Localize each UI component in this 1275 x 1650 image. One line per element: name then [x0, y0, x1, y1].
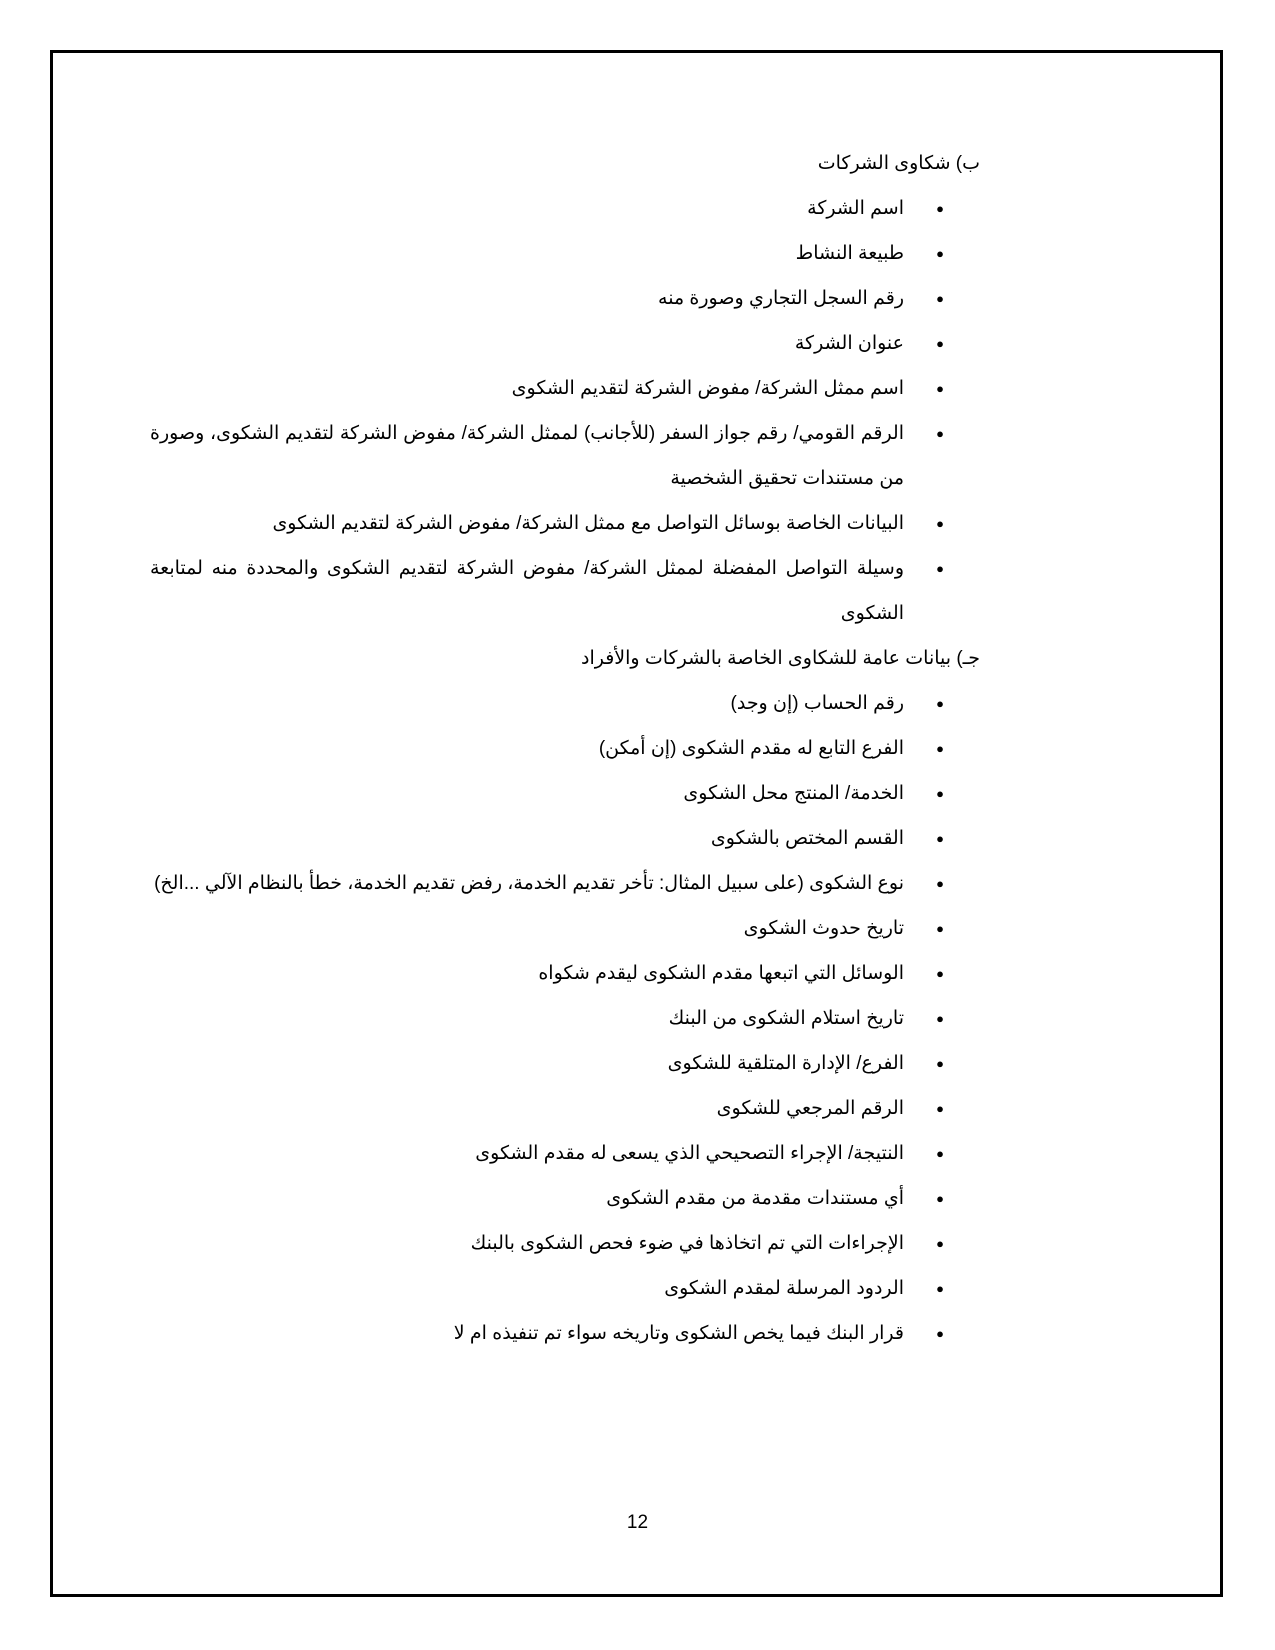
bullet-icon: ●: [936, 1101, 944, 1116]
bullet-icon: ●: [936, 1191, 944, 1206]
list-item-text: الوسائل التي اتبعها مقدم الشكوى ليقدم شكواه: [538, 963, 904, 984]
list-item: [150, 501, 980, 546]
list-item-text: الخدمة/ المنتج محل الشكوى: [683, 783, 904, 804]
list-item-text: الإجراءات التي تم اتخاذها في ضوء فحص الشكوى بالبنك: [470, 1233, 904, 1254]
list-item: [150, 681, 980, 726]
bullet-icon: ●: [936, 336, 944, 351]
bullet-icon: ●: [936, 966, 944, 981]
bullet-icon: ●: [936, 1326, 944, 1341]
bullet-icon: ●: [936, 831, 944, 846]
bullet-icon: ●: [936, 741, 944, 756]
list-item: [150, 1176, 980, 1221]
list-item-text: اسم الشركة: [807, 198, 904, 219]
list-item: [150, 771, 980, 816]
list-item: [150, 951, 980, 996]
bullet-icon: ●: [936, 426, 944, 441]
page-number: 12: [626, 1512, 649, 1533]
list-item-text: تاريخ استلام الشكوى من البنك: [668, 1008, 904, 1029]
list-item-text: عنوان الشركة: [794, 333, 904, 354]
list-item: [150, 906, 980, 951]
list-item: [150, 186, 980, 231]
list-item-text: نوع الشكوى (على سبيل المثال: تأخر تقديم الخدمة، رفض تقديم الخدمة، خطأ بالنظام الآلي ...الخ): [154, 873, 904, 894]
list-item: [150, 546, 980, 636]
list-item-text: البيانات الخاصة بوسائل التواصل مع ممثل الشركة/ مفوض الشركة لتقديم الشكوى: [272, 513, 904, 534]
bullet-icon: ●: [936, 1236, 944, 1251]
bullet-icon: ●: [936, 201, 944, 216]
section-b-list: [150, 186, 980, 636]
list-item: [150, 996, 980, 1041]
bullet-icon: ●: [936, 696, 944, 711]
list-item-text: اسم ممثل الشركة/ مفوض الشركة لتقديم الشكوى: [511, 378, 904, 399]
list-item-text: وسيلة التواصل المفضلة لممثل الشركة/ مفوض الشركة لتقديم الشكوى والمحددة منه لمتابعة الشكوى: [150, 558, 904, 624]
list-item: [150, 726, 980, 771]
list-item-text: أي مستندات مقدمة من مقدم الشكوى: [606, 1188, 904, 1209]
list-item: [150, 276, 980, 321]
bullet-icon: ●: [936, 1011, 944, 1026]
list-item: [150, 1221, 980, 1266]
list-item: [150, 1041, 980, 1086]
list-item: [150, 816, 980, 861]
bullet-icon: ●: [936, 1056, 944, 1071]
list-item-text: قرار البنك فيما يخص الشكوى وتاريخه سواء تم تنفيذه ام لا: [453, 1323, 904, 1344]
list-item: [150, 1266, 980, 1311]
bullet-icon: ●: [936, 1281, 944, 1296]
list-item: [150, 1311, 980, 1356]
bullet-icon: ●: [936, 786, 944, 801]
list-item: [150, 321, 980, 366]
list-item-text: الرقم القومي/ رقم جواز السفر (للأجانب) لممثل الشركة/ مفوض الشركة لتقديم الشكوى، وصورة من مستندات تحقيق الشخصية: [150, 423, 904, 489]
list-item-text: رقم السجل التجاري وصورة منه: [658, 288, 904, 309]
section-b-heading: ب) شكاوى الشركات: [817, 153, 980, 174]
bullet-icon: ●: [936, 381, 944, 396]
list-item: [150, 366, 980, 411]
list-item-text: الرقم المرجعي للشكوى: [716, 1098, 904, 1119]
bullet-icon: ●: [936, 246, 944, 261]
section-c-heading: جـ) بيانات عامة للشكاوى الخاصة بالشركات والأفراد: [581, 648, 980, 669]
bullet-icon: ●: [936, 291, 944, 306]
section-c-list: [150, 681, 980, 1356]
bullet-icon: ●: [936, 561, 944, 576]
bullet-icon: ●: [936, 516, 944, 531]
list-item-text: رقم الحساب (إن وجد): [730, 693, 904, 714]
bullet-icon: ●: [936, 876, 944, 891]
list-item: [150, 411, 980, 501]
list-item-text: طبيعة النشاط: [795, 243, 904, 264]
list-item-text: الفرع التابع له مقدم الشكوى (إن أمكن): [598, 738, 904, 759]
list-item: [150, 1131, 980, 1176]
list-item-text: القسم المختص بالشكوى: [710, 828, 904, 849]
bullet-icon: ●: [936, 921, 944, 936]
bullet-icon: ●: [936, 1146, 944, 1161]
document-body: [150, 141, 980, 1356]
list-item-text: تاريخ حدوث الشكوى: [743, 918, 904, 939]
list-item-text: الفرع/ الإدارة المتلقية للشكوى: [667, 1053, 904, 1074]
list-item: [150, 1086, 980, 1131]
list-item-text: النتيجة/ الإجراء التصحيحي الذي يسعى له مقدم الشكوى: [475, 1143, 904, 1164]
list-item: [150, 231, 980, 276]
list-item-text: الردود المرسلة لمقدم الشكوى: [664, 1278, 904, 1299]
list-item: [150, 861, 980, 906]
